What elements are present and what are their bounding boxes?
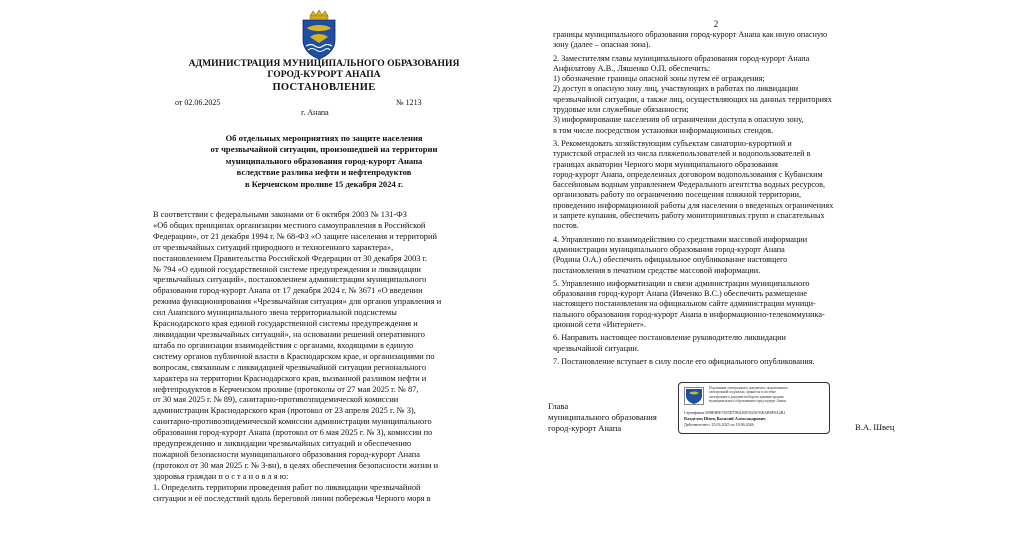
- text-line: Анфилатову А.В., Ляшенко О.П. обеспечить:: [553, 63, 711, 73]
- text-line: постов.: [553, 221, 579, 231]
- signatory-line: муниципального образования: [548, 411, 657, 422]
- page-two-body: [553, 30, 881, 367]
- text-line: (протокол от 30 мая 2025 г. № 3-вн), в целях обеспечения безопасности жизни и: [153, 460, 439, 470]
- page-one: [148, 0, 500, 547]
- stamp-owner-text: Владелец Швец Василий Александрович: [684, 416, 766, 421]
- text-line: характера на территории Краснодарского края, вызванной разливом нефти и: [153, 373, 427, 383]
- page-two: [548, 0, 884, 547]
- text-line: 1) обозначение границы опасной зоны путем её ограждения;: [553, 74, 765, 84]
- text-line: здоровья граждан п о с т а н о в л я ю:: [153, 471, 289, 481]
- electronic-signature-stamp: [678, 382, 830, 434]
- text-line: 2. Заместителям главы муниципального образования город-курорт Анапа: [553, 53, 810, 63]
- document-type: ПОСТАНОВЛЕНИЕ: [272, 82, 376, 93]
- text-line: 2) доступ в опасную зону лиц, участвующих в работах по ликвидации: [553, 84, 799, 94]
- text-line: образования город-курорт Анапа от 17 декабря 2024 г. № 3671 «О введении: [153, 286, 423, 296]
- text-line: город-курорт Анапа, определенных договором водопользования с Кубанским: [553, 169, 823, 179]
- text-line: вопросам, связанным с ликвидацией чрезвычайной ситуации регионального: [153, 362, 427, 372]
- text-line: зону (далее – опасная зона).: [553, 40, 651, 50]
- text-line: администрации муниципального образования город-курорт Анапа: [553, 244, 785, 254]
- text-line: санитарно-противоэпидемической комиссии администрации муниципального: [153, 417, 432, 427]
- text-line: В соответствии с федеральными законами от 6 октября 2003 № 131-ФЗ: [153, 210, 407, 219]
- text-line: 6. Направить настоящее постановление руководителю ликвидации: [553, 333, 786, 343]
- title-line: в Керченском проливе 15 декабря 2024 г.: [244, 178, 404, 189]
- text-line: в том числе посредством установки информационных стендов.: [553, 125, 774, 135]
- text-line: чрезвычайной ситуации, а также лиц, осуществляющих на данных территориях: [553, 94, 832, 104]
- title-line: от чрезвычайной ситуации, произошедшей на территории: [210, 144, 438, 155]
- signatory-position: [548, 401, 657, 433]
- text-line: постановлением Правительства Российской Федерации от 30 декабря 2003 г.: [153, 253, 428, 263]
- text-line: 3) информирование населения об ограничении доступа в опасную зону,: [553, 115, 804, 125]
- text-line: ситуации и её последствий вдоль береговой линии побережья Черного моря в: [153, 493, 431, 503]
- text-line: № 794 «О единой государственной системе предупреждения и ликвидации: [153, 264, 421, 274]
- signatory-line: город-курорт Анапа: [548, 422, 622, 433]
- text-line: (Родина О.А.) обеспечить официальное опубликование настоящего: [553, 255, 788, 265]
- text-line: «Об общих принципах организации местного самоуправления в Российской: [153, 220, 426, 230]
- text-line: бассейновым водным управлением Федерального агентства водных ресурсов,: [553, 180, 826, 190]
- text-line: проведению информационной работы для населения о введенных ограничениях: [553, 200, 834, 210]
- document-city: г. Анапа: [301, 108, 329, 117]
- text-line: образования город-курорт Анапа (Ивченко В.С.) обеспечить размещение: [553, 289, 808, 299]
- text-line: границах акватории Черного моря муниципального образования: [553, 159, 778, 169]
- text-line: режима функционирования «Чрезвычайная ситуация» для органов управления и: [153, 297, 442, 307]
- document-number: № 1213: [396, 98, 422, 107]
- text-line: сил Анапского муниципального звена территориальной подсистемы: [153, 308, 397, 318]
- stamp-notice-line: муниципального образования город-курорт Анапа: [709, 398, 786, 403]
- header-line-2: ГОРОД-КУРОРТ АНАПА: [267, 69, 381, 80]
- text-line: от 30 мая 2025 г. № 89), санитарно-противоэпидемической комиссии: [153, 395, 399, 405]
- text-line: ционной сети «Интернет».: [553, 320, 646, 330]
- stamp-notice-line: Подлинник электронного документа, подписанного: [709, 386, 788, 390]
- text-line: границы муниципального образования город-курорт Анапа как иную опасную: [553, 30, 828, 39]
- text-line: и запрете купания, обеспечить работу мониторинговых групп и спасательных: [553, 211, 825, 221]
- signatory-line: Глава: [548, 401, 569, 411]
- text-line: Краснодарского края единой государственной системы предупреждения и: [153, 319, 418, 329]
- stamp-certificate: Сертификат 00BEB9E7655D798A26F3520193EAB8F6A2B1: [684, 410, 786, 415]
- document-title: [148, 133, 500, 190]
- text-line: пожарной безопасности муниципального образования город-курорт Анапа: [153, 449, 420, 459]
- stamp-notice: [709, 386, 827, 403]
- page-number: 2: [713, 19, 719, 29]
- text-line: 1. Определить территории проведения работ по ликвидации чрезвычайной: [153, 482, 421, 492]
- stamp-owner: [684, 416, 766, 421]
- text-line: от чрезвычайных ситуаций природного и техногенного характера»,: [153, 242, 394, 252]
- title-line: Об отдельных мероприятиях по защите населения: [225, 133, 423, 143]
- text-line: 5. Управлению информатизации и связи администрации муниципального: [553, 278, 810, 288]
- text-line: нефтепродуктов в Керченском проливе (протоколы от 27 мая 2025 г. № 87,: [153, 384, 419, 394]
- text-line: систему органов публичной власти в Краснодарском крае, и организациями по: [153, 351, 435, 361]
- text-line: Федерации», от 21 декабря 1994 г. № 68-ФЗ «О защите населения и территорий: [153, 231, 437, 241]
- text-line: туристской отраслей из числа пляжепользователей и водопользователей в: [553, 149, 811, 159]
- text-line: постановления в печатном средстве массовой информации.: [553, 265, 761, 275]
- text-line: трудовые или служебные обязанности;: [553, 105, 689, 115]
- text-line: 4. Управлению по взаимодействию со средствами массовой информации: [553, 234, 808, 244]
- text-line: чрезвычайных ситуаций», постановлением администрации муниципального: [153, 275, 427, 285]
- text-line: настоящего постановления на официальном сайте администрации муници-: [553, 299, 816, 309]
- stamp-validity: Действителен с 25.03.2025 по 18.06.2026: [684, 422, 754, 427]
- text-line: 3. Рекомендовать хозяйствующим субъектам санаторно-курортной и: [553, 138, 792, 148]
- header-line-1: АДМИНИСТРАЦИЯ МУНИЦИПАЛЬНОГО ОБРАЗОВАНИЯ: [188, 58, 460, 69]
- text-line: администрации Краснодарского края (протокол от 23 апреля 2025 г. № 3),: [153, 406, 416, 416]
- coat-of-arms-small-icon: [684, 387, 704, 405]
- text-line: предупреждению и ликвидации чрезвычайных ситуаций и обеспечению: [153, 439, 412, 449]
- title-line: вследствие разлива нефти и нефтепродуктов: [236, 167, 412, 178]
- text-line: чрезвычайной ситуации.: [553, 343, 639, 353]
- text-line: штаба по организации взаимодействия с органами, входящими в единую: [153, 340, 414, 350]
- text-line: пального образования город-курорт Анапа в информационно-телекоммуника-: [553, 309, 825, 319]
- signatory-name: В.А. Швец: [855, 422, 895, 432]
- document-date: от 02.06.2025: [175, 98, 221, 107]
- text-line: ликвидации чрезвычайных ситуаций», на основании решений оперативного: [153, 329, 425, 339]
- page-one-body: [153, 210, 495, 504]
- anapa-coat-of-arms-icon: [297, 10, 341, 60]
- text-line: 7. Постановление вступает в силу после его официального опубликования.: [553, 356, 815, 366]
- stamp-notice-line: электронного документооборота администрации: [709, 394, 784, 399]
- text-line: организовать работу по ограничению посещения пляжной территории,: [553, 190, 801, 200]
- administration-header: [148, 58, 500, 80]
- title-line: муниципального образования город-курорт Анапа: [225, 155, 423, 166]
- text-line: образования город-курорт Анапа (протокол от 6 мая 2025 г. № 3), комиссии по: [153, 428, 433, 438]
- stamp-notice-line: электронной подписью, хранится в системе: [709, 390, 776, 395]
